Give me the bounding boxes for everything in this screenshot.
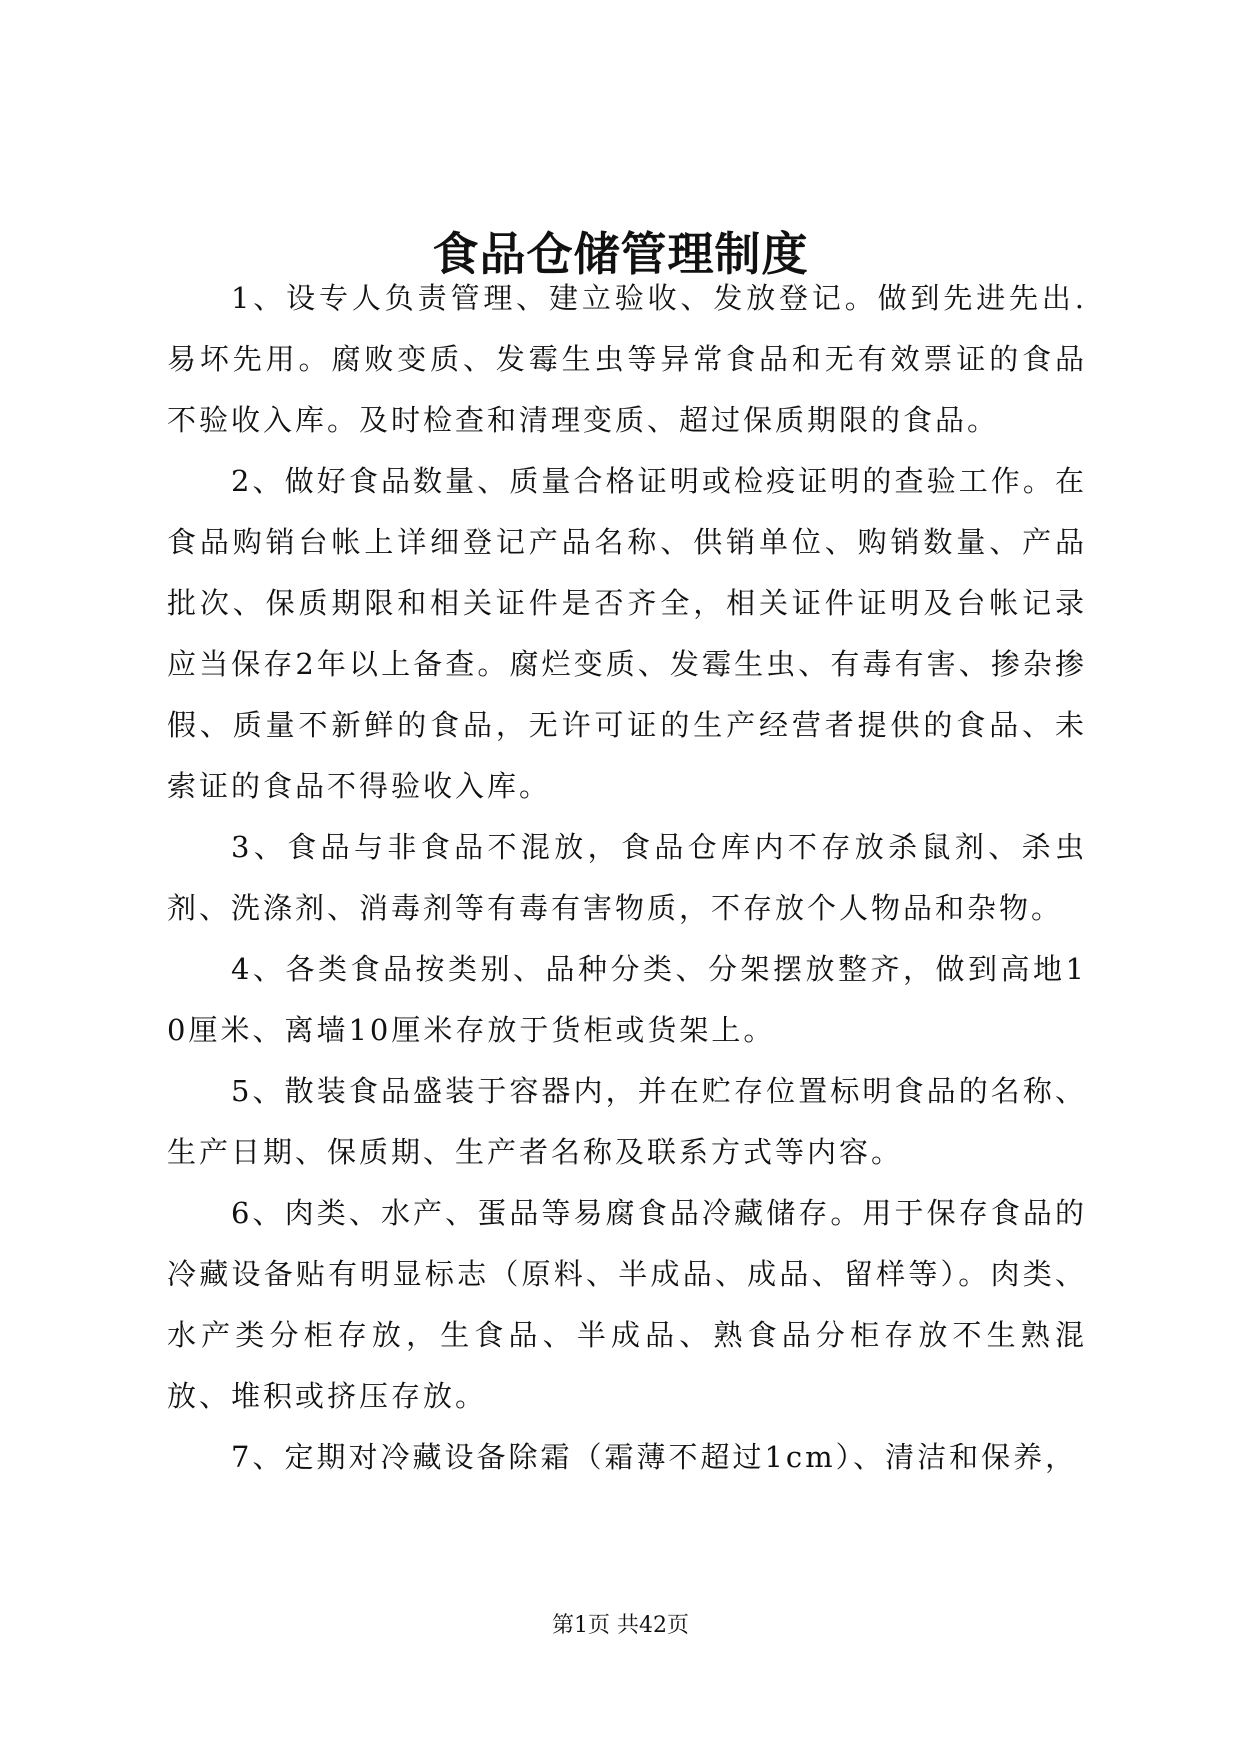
- paragraph-1: 1、设专人负责管理、建立验收、发放登记。做到先进先出.易坏先用。腐败变质、发霉生虫等异常食品和无有效票证的食品不验收入库。及时检查和清理变质、超过保质期限的食品。: [167, 281, 1087, 437]
- paragraph-2: 2、做好食品数量、质量合格证明或检疫证明的查验工作。在食品购销台帐上详细登记产品名称、供销单位、购销数量、产品批次、保质期限和相关证件是否齐全，相关证件证明及台帐记录应当保存2年以上备查。腐烂变质、发霉生虫、有毒有害、掺杂掺假、质量不新鲜的食品，无许可证的生产经营者提供的食品、未索证的食品不得验收入库。: [167, 464, 1087, 803]
- paragraph-3: 3、食品与非食品不混放，食品仓库内不存放杀鼠剂、杀虫剂、洗涤剂、消毒剂等有毒有害物质，不存放个人物品和杂物。: [167, 830, 1087, 925]
- paragraph-7: 7、定期对冷藏设备除霜（霜薄不超过1cm）、清洁和保养，: [231, 1440, 1078, 1474]
- paragraph-5: 5、散装食品盛装于容器内，并在贮存位置标明食品的名称、生产日期、保质期、生产者名称及联系方式等内容。: [167, 1074, 1087, 1169]
- document-body: [167, 268, 1087, 1488]
- page-number-footer: 第1页 共42页: [552, 1613, 689, 1638]
- paragraph-4: 4、各类食品按类别、品种分类、分架摆放整齐，做到高地10厘米、离墙10厘米存放于货柜或货架上。: [167, 952, 1087, 1047]
- document-title: 食品仓储管理制度: [432, 227, 809, 281]
- paragraph-6: 6、肉类、水产、蛋品等易腐食品冷藏储存。用于保存食品的冷藏设备贴有明显标志（原料、半成品、成品、留样等）。肉类、水产类分柜存放，生食品、半成品、熟食品分柜存放不生熟混放、堆积或挤压存放。: [167, 1196, 1087, 1413]
